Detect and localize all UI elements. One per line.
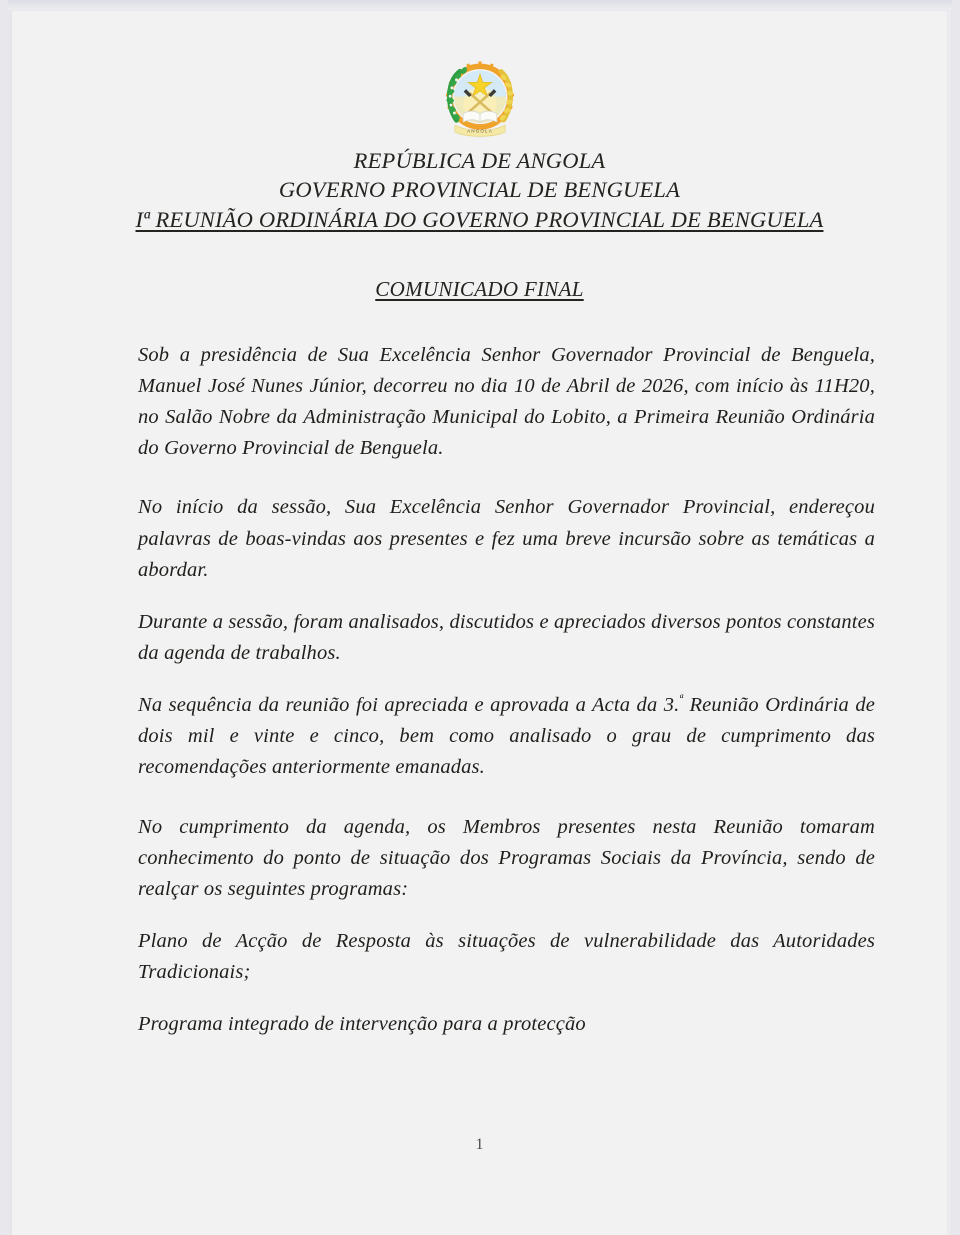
paragraph-spacer (138, 464, 875, 492)
ordinal-suffix: ª (679, 692, 684, 707)
page-top-edge (8, 0, 952, 10)
header-line-meeting: Iª REUNIÃO ORDINÁRIA DO GOVERNO PROVINCIAL DE BENGUELA (135, 206, 824, 232)
paragraph-program-integrated: Programa integrado de intervenção para a protecção (138, 1013, 586, 1036)
paragraph-spacer (138, 669, 875, 690)
header-line-republic: REPÚBLICA DE ANGOLA (353, 148, 606, 173)
paragraph-spacer (138, 784, 875, 812)
page-number: 1 (475, 1136, 484, 1153)
minutes-text-part1: Na sequência da reunião foi apreciada e aprovada a Acta da 3. (138, 694, 680, 717)
document-header (12, 146, 947, 234)
document-subtitle: COMUNICADO FINAL (375, 276, 584, 301)
header-line-government: GOVERNO PROVINCIAL DE BENGUELA (278, 177, 681, 203)
emblem-banner-label: ANGOLA (466, 128, 493, 134)
coat-of-arms-of-angola-icon (438, 58, 522, 142)
paragraph-agenda: No cumprimento da agenda, os Membros presentes nesta Reunião tomaram conhecimento do ponto de situação dos Programas Sociais da Província, sendo de realçar os seguintes programas: (138, 815, 875, 900)
document-page (11, 10, 947, 1235)
paragraph-minutes-approval (138, 690, 875, 783)
document-body (12, 340, 947, 1041)
paragraph-session: Durante a sessão, foram analisados, discutidos e apreciados diversos pontos constantes da agenda de trabalhos. (138, 610, 875, 664)
minutes-text-part2: Reunião Ordinária de dois mil e vinte e cinco, bem como analisado o grau de cumprimento das recomendações anteriormente emanadas. (138, 694, 875, 779)
emblem-container (12, 11, 947, 142)
paragraph-spacer (138, 905, 875, 926)
paragraph-welcome: No início da sessão, Sua Excelência Senhor Governador Provincial, endereçou palavras de boas-vindas aos presentes e fez uma breve incursão sobre as temáticas a abordar. (138, 496, 875, 581)
paragraph-opening: Sob a presidência de Sua Excelência Senhor Governador Provincial de Benguela, Manuel José Nunes Júnior, decorreu no dia 10 de Abril de 2026, com início às 11H20, no Salão Nobre da Administração Municipal do Lobito, a Primeira Reunião Ordinária do Governo Provincial de Benguela. (138, 343, 875, 460)
paragraph-program-action-plan: Plano de Acção de Resposta às situações de vulnerabilidade das Autoridades Tradicionais; (138, 930, 875, 984)
paragraph-spacer (138, 988, 875, 1009)
paragraph-spacer (138, 586, 875, 607)
